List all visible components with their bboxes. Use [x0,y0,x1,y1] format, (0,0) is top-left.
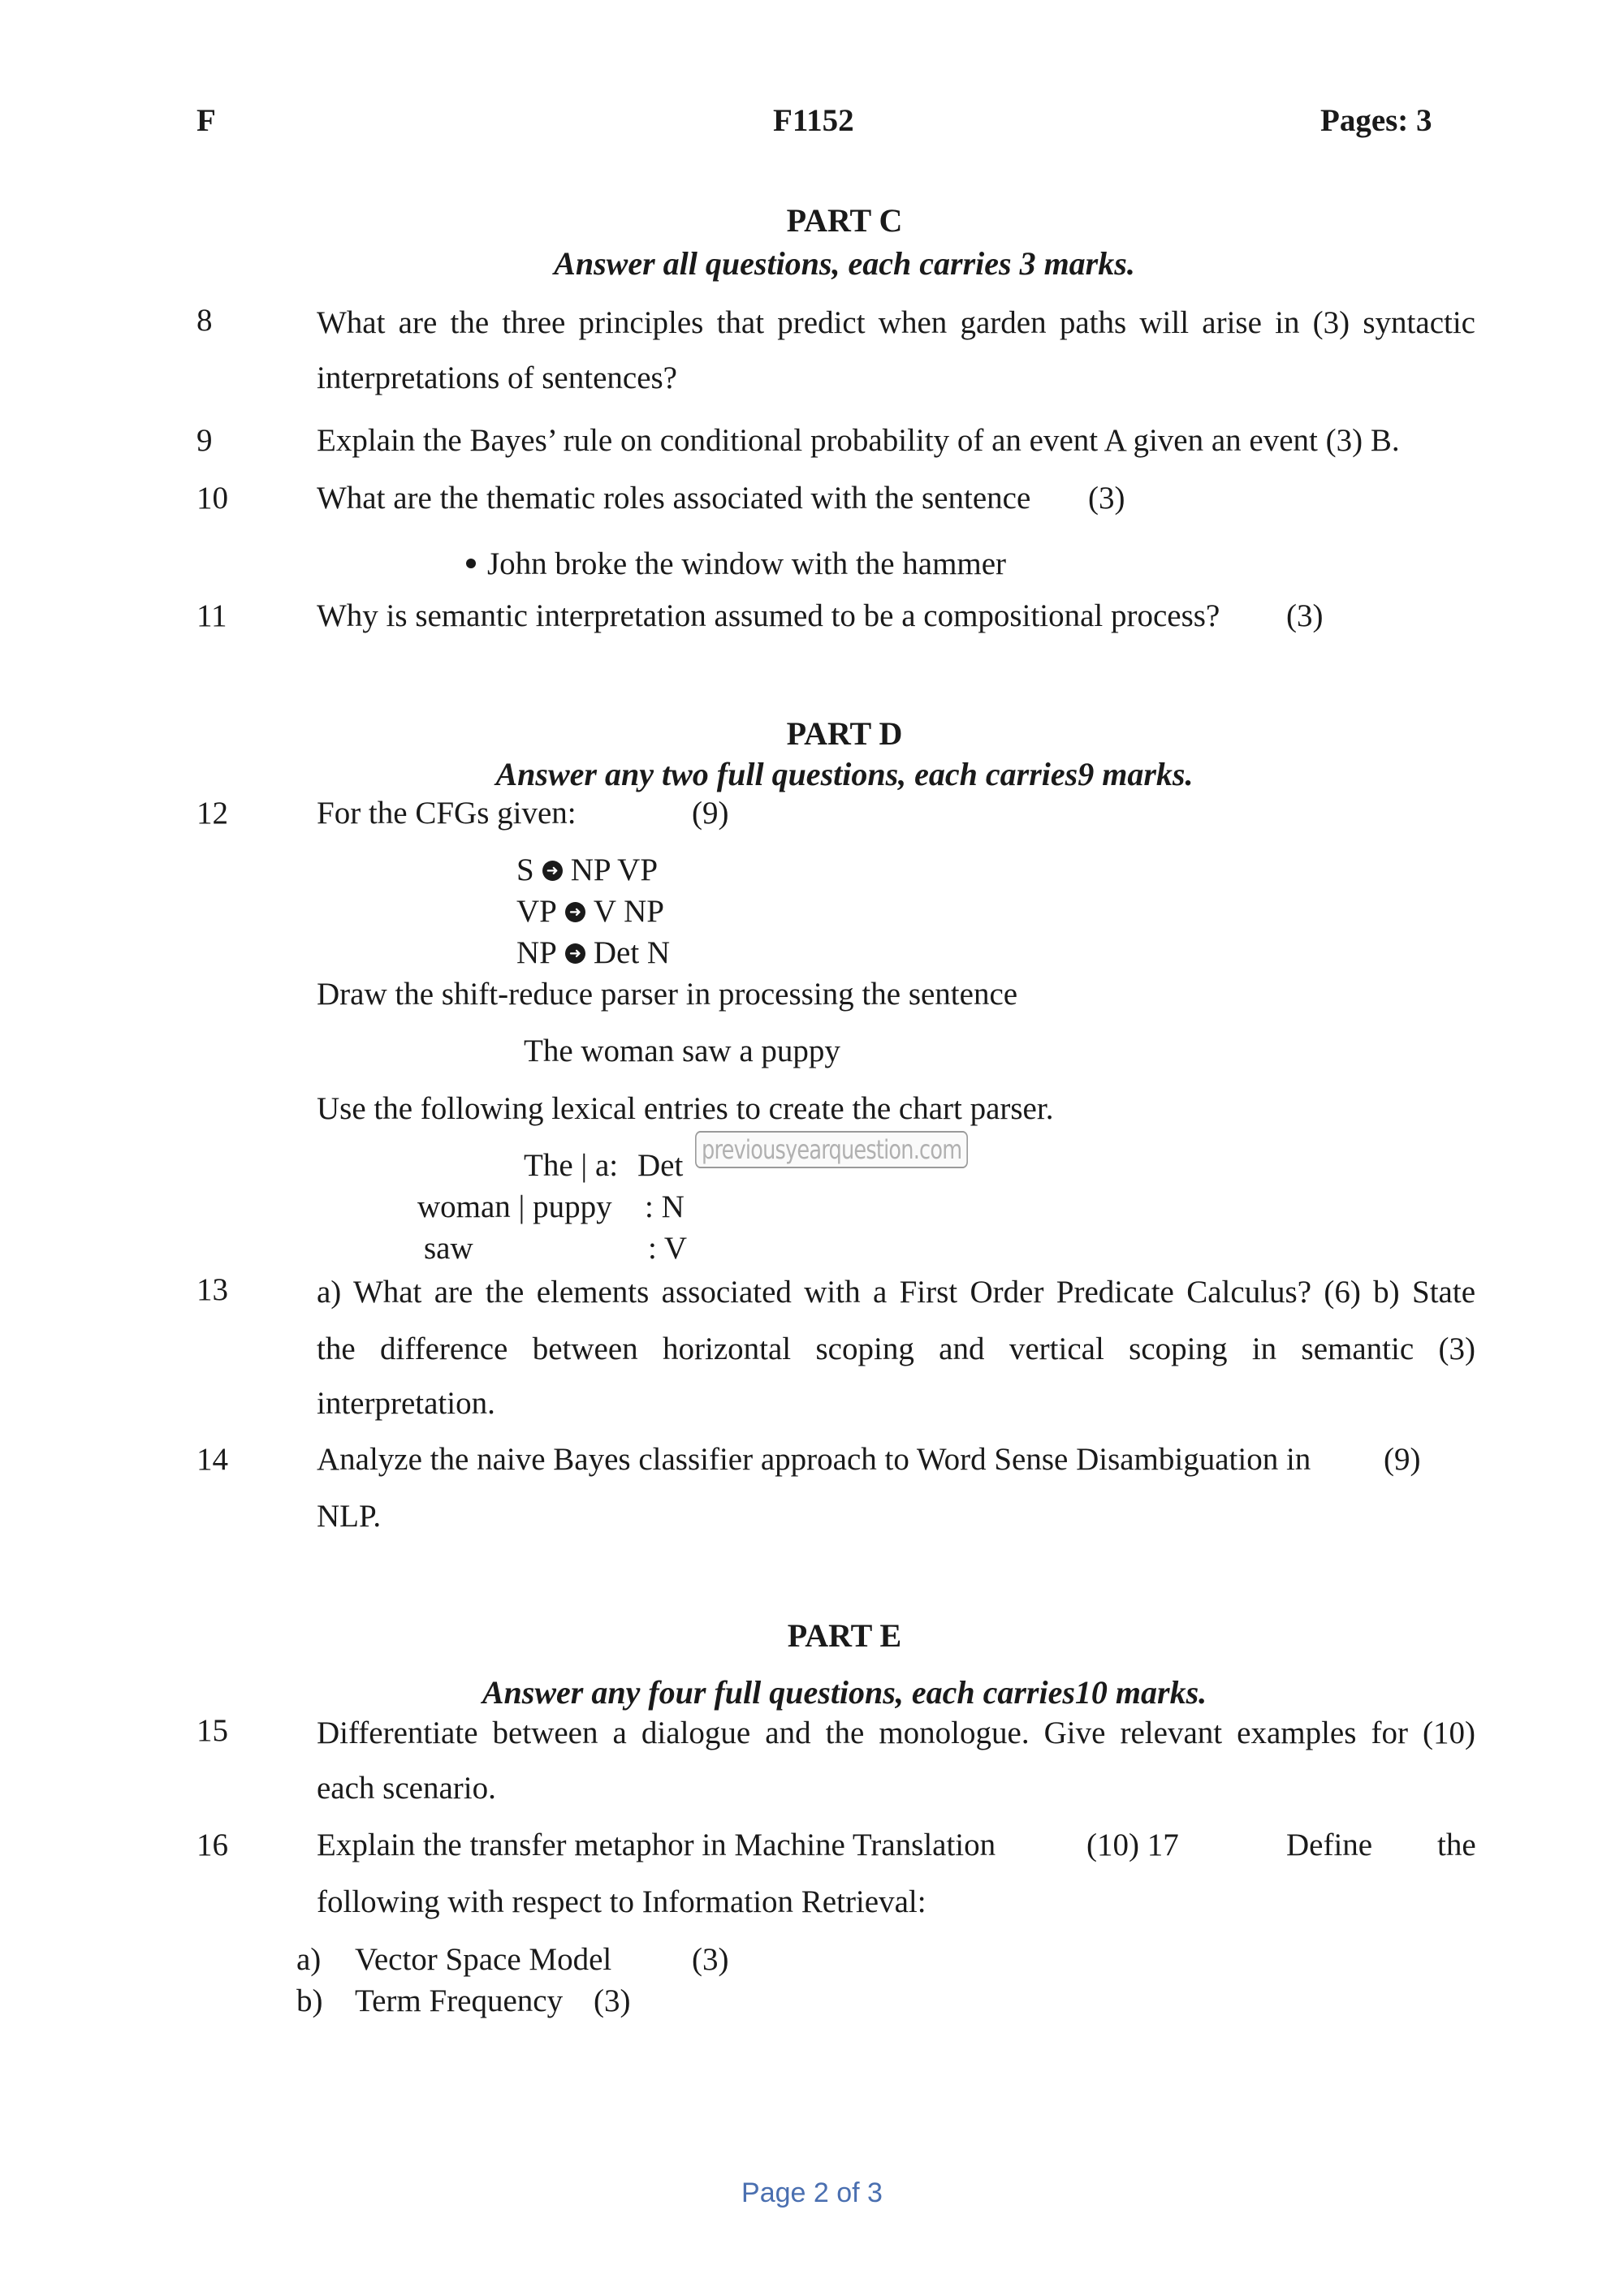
cfg-rule [516,896,664,927]
question-16-marks: (10) 17 [1086,1828,1179,1862]
list-item-text: Vector Space Model [355,1942,612,1977]
question-8-line-2: interpretations of sentences? [317,360,677,395]
question-number: 9 [197,423,213,458]
question-15-line-1: Differentiate between a dialogue and the monologue. Give relevant examples for (10) [317,1716,1475,1750]
question-number: 16 [197,1828,228,1862]
question-number: 15 [197,1713,228,1748]
question-17-define: Define [1286,1828,1373,1862]
question-number: 12 [197,796,228,831]
question-11-marks: (3) [1286,598,1324,633]
question-number: 14 [197,1442,228,1477]
question-14-marks: (9) [1384,1442,1421,1477]
question-11-text: Why is semantic interpretation assumed to be a compositional process? [317,598,1220,633]
bullet-text: John broke the window with the hammer [487,546,1007,581]
cfg-rule-rhs: NP VP [570,852,659,887]
list-item-marks: (3) [594,1983,631,2018]
question-10-text: What are the thematic roles associated with the sentence [317,481,1031,516]
question-17-the: the [1437,1828,1476,1862]
lexicon-category: : V [648,1231,688,1266]
page-footer: Page 2 of 3 [741,2177,883,2208]
question-13-line-1: a) What are the elements associated with a First Order Predicate Calculus? (6) b) State [317,1275,1475,1310]
part-c-instruction: Answer all questions, each carries 3 marks. [554,245,1135,282]
example-sentence: The woman saw a puppy [524,1034,840,1068]
lexicon-word: saw [424,1231,473,1266]
question-12-lexical-text: Use the following lexical entries to create the chart parser. [317,1091,1054,1126]
watermark-logo: previousyearquestion.com [695,1131,968,1168]
question-10-bullet [466,548,1006,580]
cfg-rule [516,937,670,969]
list-item-label: b) [296,1983,323,2018]
cfg-rule-rhs: V NP [593,894,664,929]
cfg-rule-lhs: NP [516,935,557,970]
question-17-line-2: following with respect to Information Retrieval: [317,1884,926,1919]
part-d-instruction: Answer any two full questions, each carries9 marks. [495,756,1194,792]
right-arrow-icon: ➜ [565,943,585,964]
question-12-marks: (9) [692,796,729,831]
header-code: F1152 [773,103,854,138]
question-12-text: For the CFGs given: [317,796,577,831]
lexicon-word: The | a: [524,1148,619,1183]
question-12-draw-text: Draw the shift-reduce parser in processing the sentence [317,977,1018,1012]
cfg-rule-lhs: S [516,852,534,887]
cfg-rule [516,854,658,886]
list-item-marks: (3) [692,1942,729,1977]
question-16-text: Explain the transfer metaphor in Machine Translation [317,1828,996,1862]
question-8-line-1: What are the three principles that predict when garden paths will arise in (3) syntactic [317,305,1475,340]
lexicon-category: Det [637,1148,684,1183]
header-pages: Pages: 3 [1320,103,1432,138]
question-15-line-2: each scenario. [317,1771,496,1806]
list-item-label: a) [296,1942,322,1977]
question-14-line-2: NLP. [317,1499,382,1534]
question-number: 13 [197,1272,228,1307]
list-item-text: Term Frequency [355,1983,564,2018]
part-d-title: PART D [786,715,903,752]
question-number: 8 [197,303,213,338]
part-e-instruction: Answer any four full questions, each carries10 marks. [482,1674,1207,1711]
question-number: 10 [197,481,228,516]
question-13-line-3: interpretation. [317,1386,495,1421]
question-10-marks: (3) [1088,481,1125,516]
question-9-text: Explain the Bayes’ rule on conditional probability of an event A given an event (3) B. [317,423,1400,458]
right-arrow-icon: ➜ [542,861,563,881]
right-arrow-icon: ➜ [565,902,585,922]
part-e-title: PART E [787,1617,902,1654]
lexicon-word: woman | puppy [417,1189,612,1224]
question-number: 11 [197,598,227,633]
part-c-title: PART C [786,202,903,239]
lexicon-category: : N [645,1189,685,1224]
cfg-rule-rhs: Det N [593,935,671,970]
question-13-line-2: the difference between horizontal scoping and vertical scoping in semantic (3) [317,1331,1475,1366]
question-14-text: Analyze the naive Bayes classifier approach to Word Sense Disambiguation in [317,1442,1311,1477]
cfg-rule-lhs: VP [516,894,557,929]
header-left: F [197,103,216,138]
bullet-icon [466,559,476,568]
